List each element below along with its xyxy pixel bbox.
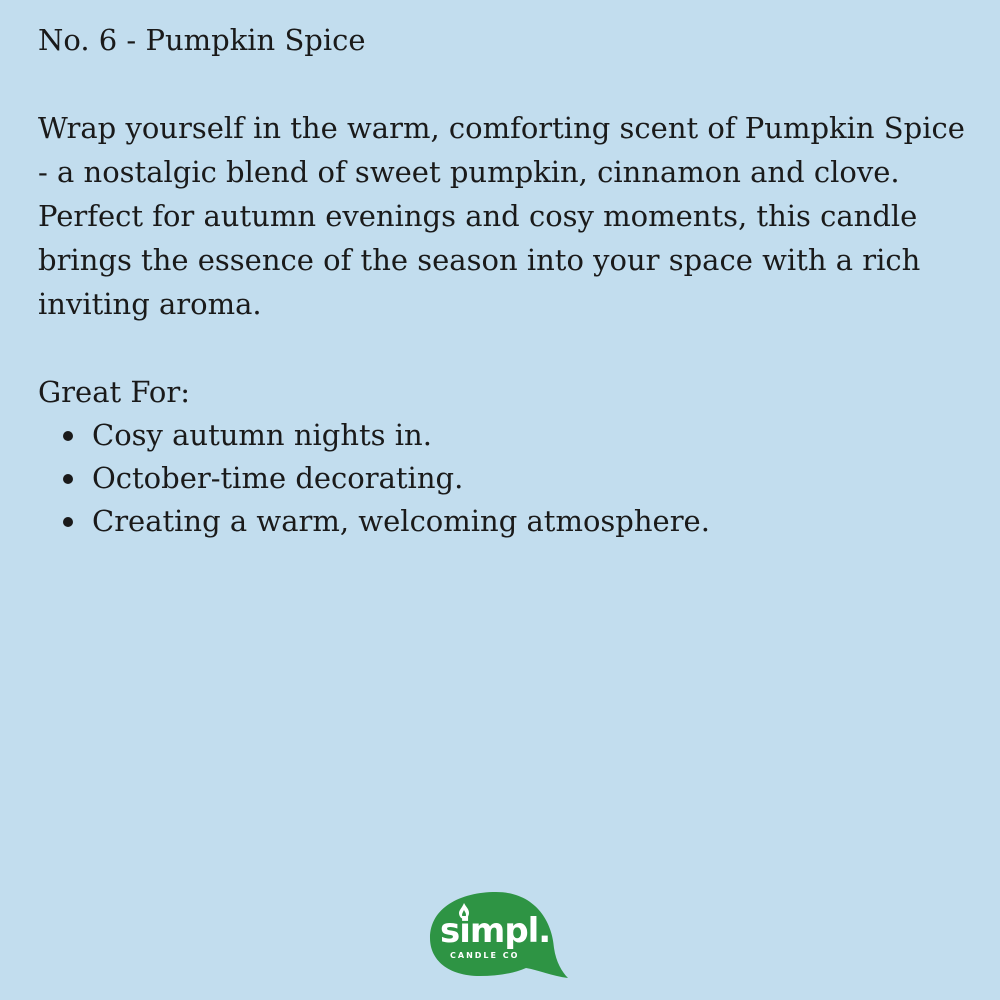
product-title: No. 6 - Pumpkin Spice [38,23,366,57]
list-item [38,414,968,457]
product-description: Wrap yourself in the warm, comforting scent of Pumpkin Spice - a nostalgic blend of sweet pumpkin, cinnamon and clove. Perfect for autumn evenings and cosy moments, this candle brings the essence of the season into your space with a rich inviting aroma. [38,111,965,321]
list-item-text: Cosy autumn nights in. [92,418,432,452]
great-for-heading: Great For: [38,375,190,409]
logo-subtitle: CANDLE CO [450,951,520,960]
bullet-icon [63,517,73,527]
brand-logo [426,890,570,980]
list-item-text: Creating a warm, welcoming atmosphere. [92,504,710,538]
logo-wordmark: simpl. [440,911,551,951]
list-item [38,457,968,500]
bullet-icon [63,474,73,484]
list-item-text: October-time decorating. [92,461,464,495]
great-for-list [38,414,968,543]
list-item [38,500,968,543]
bullet-icon [63,431,73,441]
product-info [38,18,968,543]
